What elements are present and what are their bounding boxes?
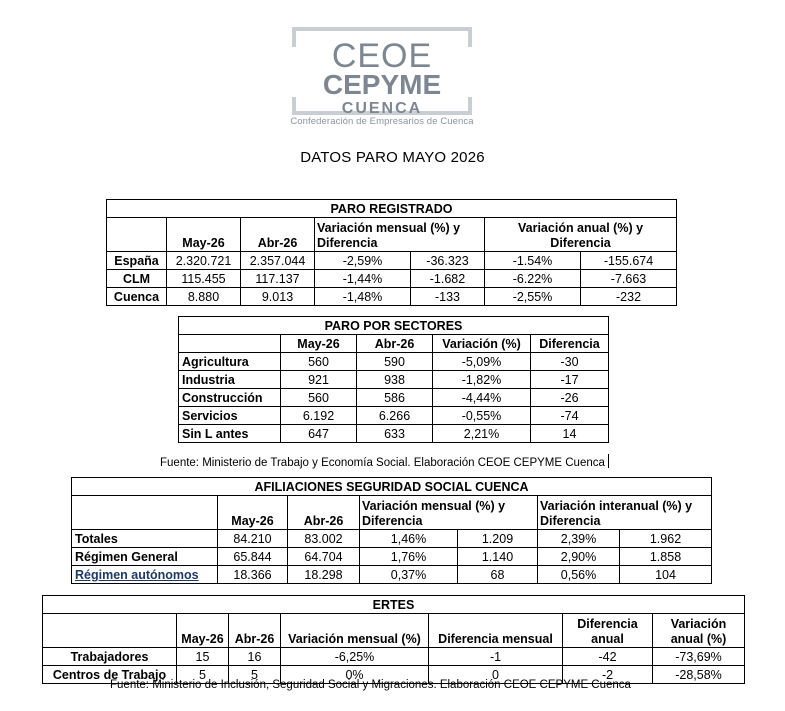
logo-line1: CEOE xyxy=(331,37,433,75)
paro-table-title: PARO REGISTRADO xyxy=(107,200,677,218)
ceoe-cepyme-logo xyxy=(288,27,476,115)
ertes-header-abr: Abr-26 xyxy=(229,614,281,648)
ertes-header-var-mensual: Variación mensual (%) xyxy=(281,614,429,648)
text-cursor xyxy=(608,454,609,468)
afiliaciones-header-may: May-26 xyxy=(218,496,288,530)
afiliaciones-table-title: AFILIACIONES SEGURIDAD SOCIAL CUENCA xyxy=(72,478,712,496)
sectores-table-title: PARO POR SECTORES xyxy=(179,317,609,335)
table-row: España 2.320.721 2.357.044 -2,59% -36.323 -1.54% -155.674 xyxy=(107,252,677,270)
afiliaciones-header-abr: Abr-26 xyxy=(288,496,360,530)
table-row: Cuenca 8.880 9.013 -1,48% -133 -2,55% -232 xyxy=(107,288,677,306)
ertes-header-may: May-26 xyxy=(177,614,229,648)
table-row: CLM 115.455 117.137 -1,44% -1.682 -6.22% -7.663 xyxy=(107,270,677,288)
sectores-source xyxy=(160,454,609,469)
sectores-header-may: May-26 xyxy=(281,335,357,353)
logo-line3: CUENCA xyxy=(341,100,423,115)
ertes-header-dif-anual: Diferencia anual xyxy=(563,614,653,648)
ertes-header-dif-mensual: Diferencia mensual xyxy=(429,614,563,648)
ertes-header-var-anual: Variación anual (%) xyxy=(653,614,745,648)
table-row: Totales 84.210 83.002 1,46% 1.209 2,39% 1.962 xyxy=(72,530,712,548)
paro-header-may: May-26 xyxy=(167,218,241,252)
afiliaciones-header-var-interanual: Variación interanual (%) y Diferencia xyxy=(538,496,712,530)
paro-header-abr: Abr-26 xyxy=(241,218,315,252)
table-row: Agricultura 560 590 -5,09% -30 xyxy=(179,353,609,371)
paro-sectores-table xyxy=(178,316,609,443)
table-row: Régimen General 65.844 64.704 1,76% 1.140 2,90% 1.858 xyxy=(72,548,712,566)
paro-registrado-table xyxy=(106,199,677,306)
ertes-table xyxy=(42,595,745,684)
paro-header-empty xyxy=(107,218,167,252)
paro-header-var-mensual: Variación mensual (%) y Diferencia xyxy=(315,218,485,252)
table-row: Régimen autónomos 18.366 18.298 0,37% 68 0,56% 104 xyxy=(72,566,712,584)
paro-header-var-anual: Variación anual (%) y Diferencia xyxy=(485,218,677,252)
afiliaciones-header-var-mensual: Variación mensual (%) y Diferencia xyxy=(360,496,538,530)
logo-subtitle: Confederación de Empresarios de Cuenca xyxy=(290,116,474,127)
regimen-autonomos-link[interactable]: Régimen autónomos xyxy=(75,568,199,582)
ertes-source: Fuente: Ministerio de Inclusión, Seguridad Social y Migraciones. Elaboración CEOE CEPYME Cuenca xyxy=(110,679,631,691)
table-row: Sin L antes 647 633 2,21% 14 xyxy=(179,425,609,443)
table-row: Industria 921 938 -1,82% -17 xyxy=(179,371,609,389)
ertes-table-title: ERTES xyxy=(43,596,745,614)
sectores-header-variacion: Variación (%) xyxy=(433,335,531,353)
table-row: Trabajadores 15 16 -6,25% -1 -42 -73,69% xyxy=(43,648,745,666)
sectores-header-empty xyxy=(179,335,281,353)
sectores-header-diferencia: Diferencia xyxy=(531,335,609,353)
sectores-header-abr: Abr-26 xyxy=(357,335,433,353)
table-row: Construcción 560 586 -4,44% -26 xyxy=(179,389,609,407)
logo-line2: CEPYME xyxy=(322,69,442,100)
afiliaciones-header-empty xyxy=(72,496,218,530)
afiliaciones-table xyxy=(71,477,712,584)
page-title: DATOS PARO MAYO 2026 xyxy=(300,149,485,166)
sectores-source-text: Fuente: Ministerio de Trabajo y Economía Social. Elaboración CEOE CEPYME Cuenca xyxy=(160,457,605,469)
table-row: Centros de Trabajo 5 5 0% 0 -2 -28,58% xyxy=(43,666,745,684)
ertes-header-empty xyxy=(43,614,177,648)
table-row: Servicios 6.192 6.266 -0,55% -74 xyxy=(179,407,609,425)
